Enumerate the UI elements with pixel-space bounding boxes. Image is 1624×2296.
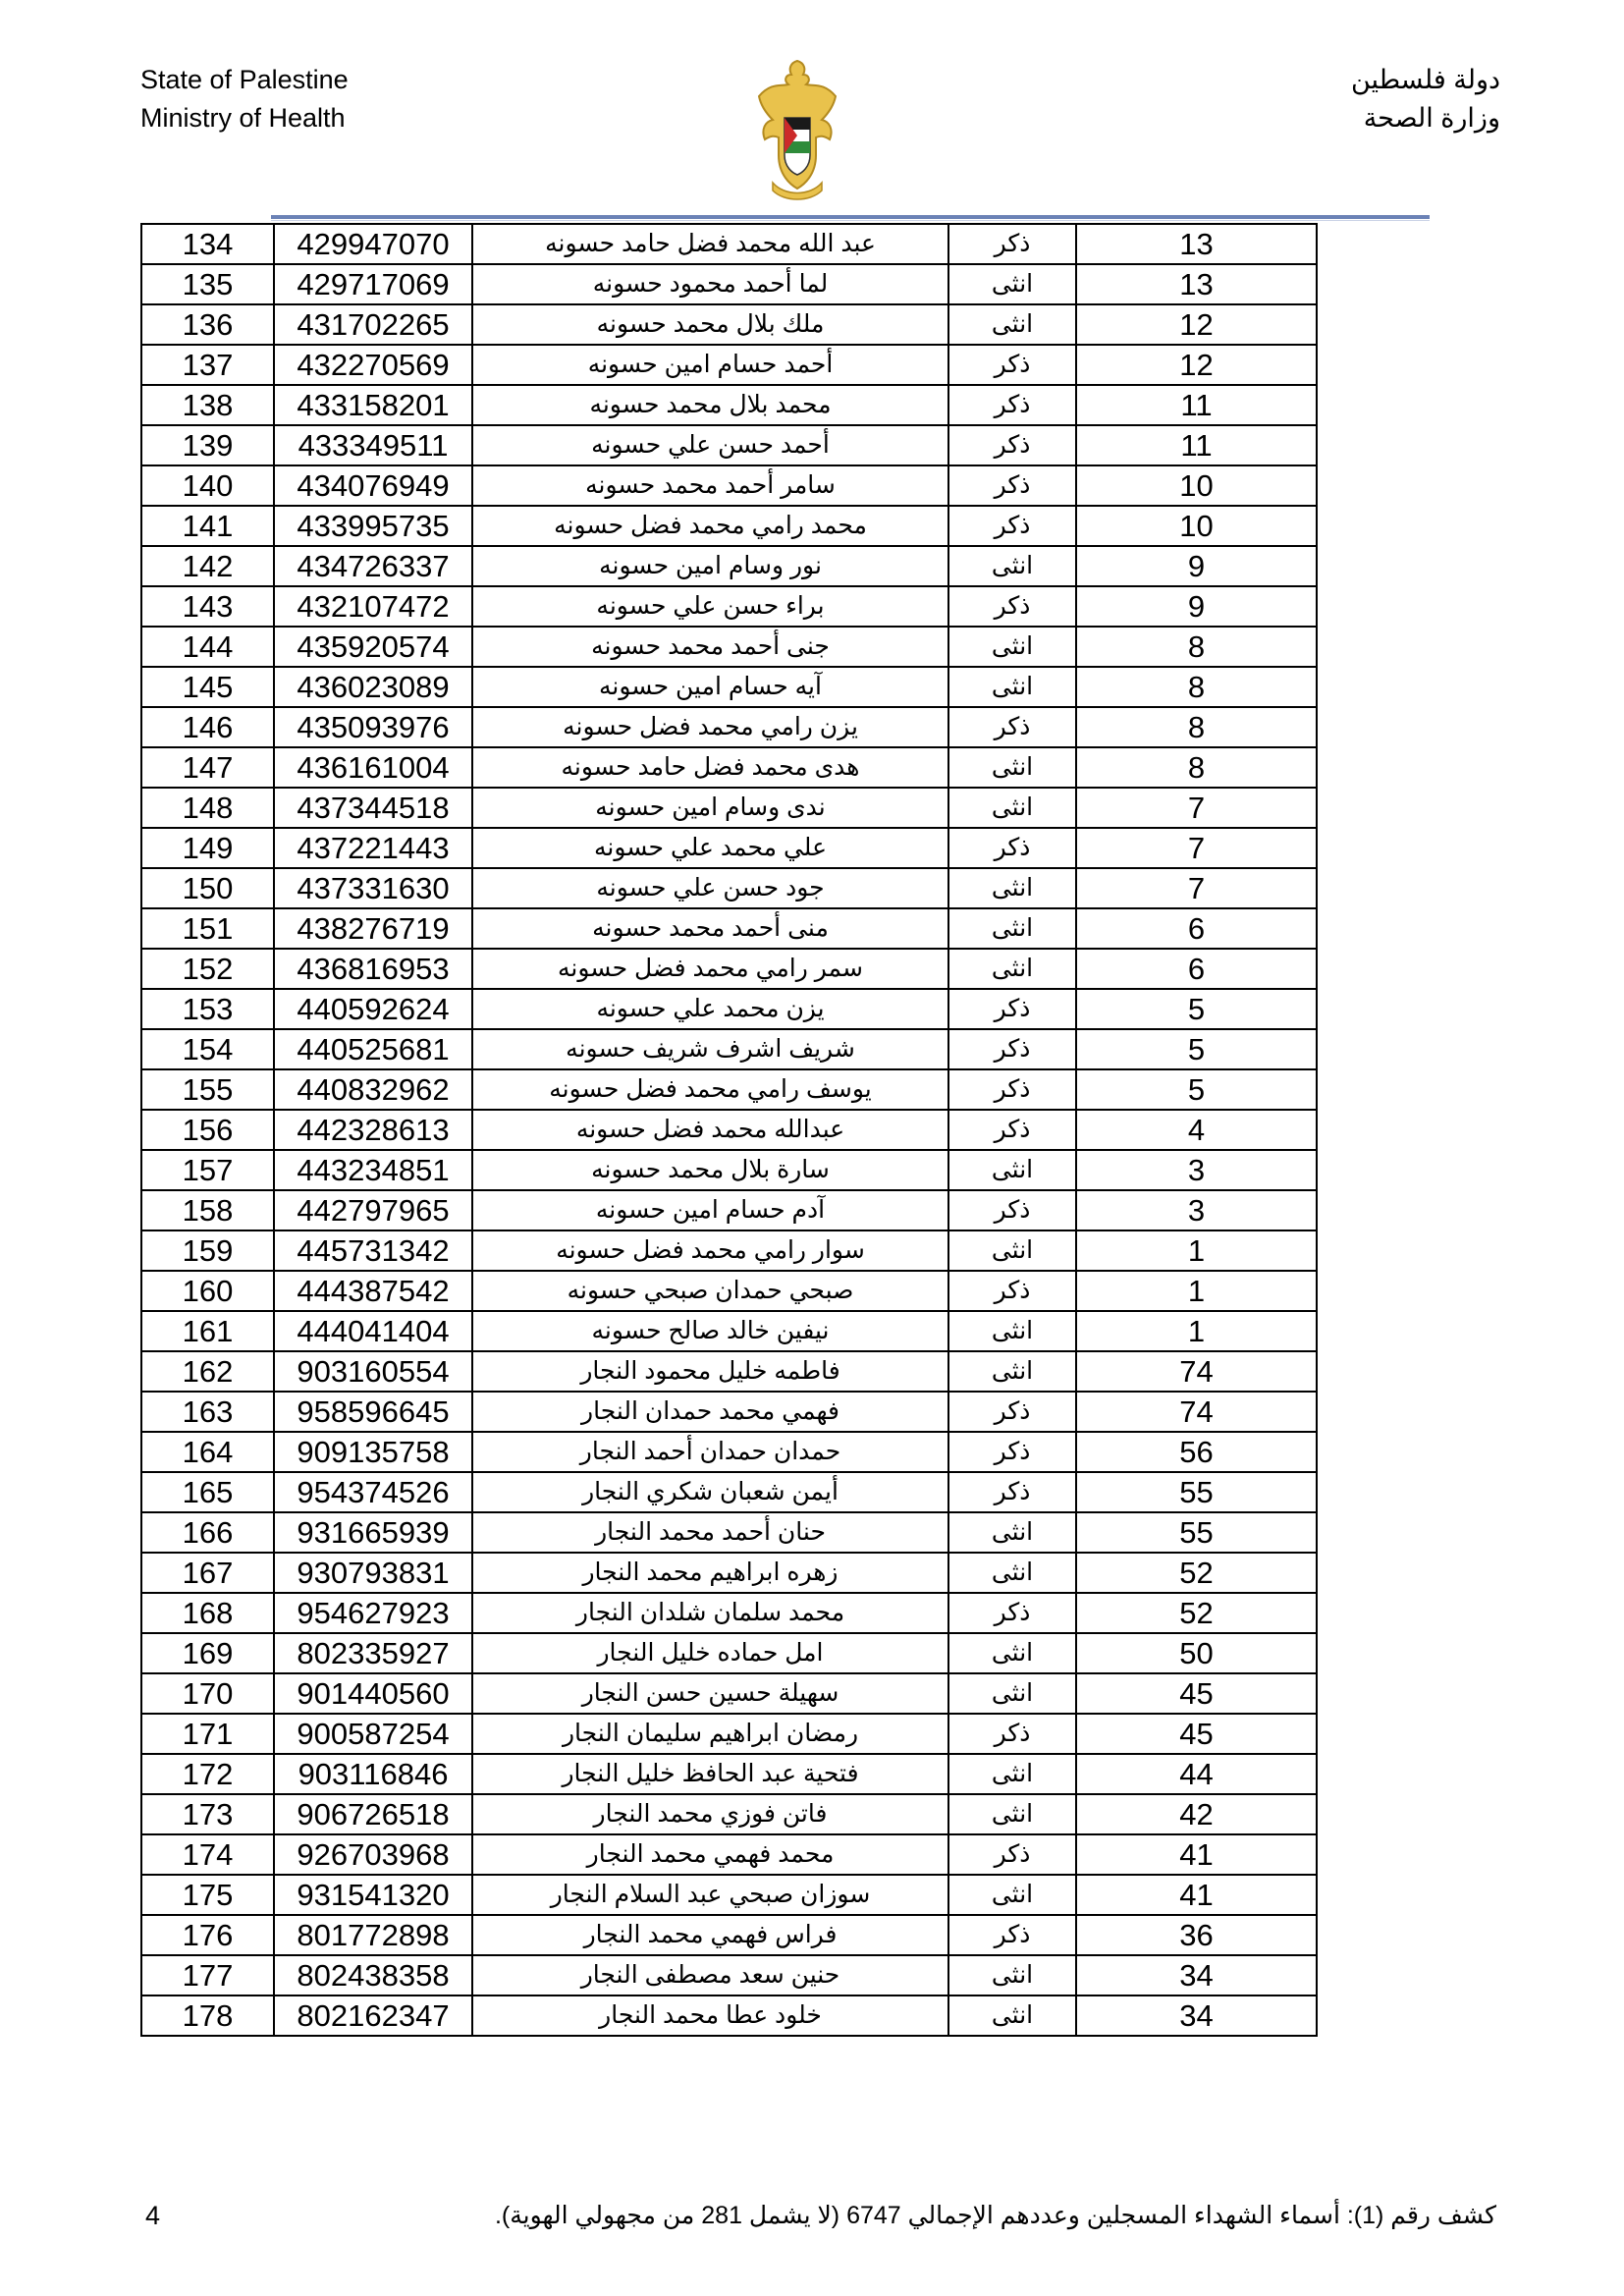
age-cell: 5 [1076, 1069, 1317, 1110]
table-row [141, 627, 1317, 667]
serial-cell: 168 [141, 1593, 274, 1633]
gender-cell: انثى [948, 868, 1076, 908]
age-cell: 36 [1076, 1915, 1317, 1955]
name-cell: سمر رامي محمد فضل حسونه [472, 949, 948, 989]
name-cell: فراس فهمي محمد النجار [472, 1915, 948, 1955]
gender-cell: انثى [948, 788, 1076, 828]
serial-cell: 136 [141, 304, 274, 345]
age-cell: 42 [1076, 1794, 1317, 1834]
serial-cell: 146 [141, 707, 274, 747]
age-cell: 1 [1076, 1311, 1317, 1351]
age-cell: 1 [1076, 1271, 1317, 1311]
table-row [141, 1271, 1317, 1311]
serial-cell: 150 [141, 868, 274, 908]
table-row [141, 828, 1317, 868]
age-cell: 3 [1076, 1190, 1317, 1230]
serial-cell: 155 [141, 1069, 274, 1110]
age-cell: 52 [1076, 1593, 1317, 1633]
name-cell: صبحي حمدان صبحي حسونه [472, 1271, 948, 1311]
table-row [141, 1230, 1317, 1271]
table-row [141, 1915, 1317, 1955]
table-row [141, 264, 1317, 304]
name-cell: حنان أحمد محمد النجار [472, 1512, 948, 1553]
serial-cell: 154 [141, 1029, 274, 1069]
name-cell: أحمد حسام امين حسونه [472, 345, 948, 385]
gender-cell: ذكر [948, 465, 1076, 506]
table-row [141, 1633, 1317, 1673]
gender-cell: ذكر [948, 385, 1076, 425]
id-number-cell: 445731342 [274, 1230, 472, 1271]
id-number-cell: 433158201 [274, 385, 472, 425]
table-row [141, 546, 1317, 586]
table-row [141, 1995, 1317, 2036]
gender-cell: ذكر [948, 224, 1076, 264]
id-number-cell: 429947070 [274, 224, 472, 264]
id-number-cell: 437344518 [274, 788, 472, 828]
gender-cell: ذكر [948, 1915, 1076, 1955]
header-ministry-ar: وزارة الصحة [1363, 103, 1500, 133]
serial-cell: 161 [141, 1311, 274, 1351]
gender-cell: ذكر [948, 989, 1076, 1029]
table-row [141, 989, 1317, 1029]
id-number-cell: 434726337 [274, 546, 472, 586]
age-cell: 10 [1076, 506, 1317, 546]
gender-cell: انثى [948, 908, 1076, 949]
serial-cell: 176 [141, 1915, 274, 1955]
age-cell: 45 [1076, 1714, 1317, 1754]
name-cell: حنين سعد مصطفى النجار [472, 1955, 948, 1995]
age-cell: 50 [1076, 1633, 1317, 1673]
name-cell: يزن رامي محمد فضل حسونه [472, 707, 948, 747]
age-cell: 8 [1076, 707, 1317, 747]
header-right [1351, 61, 1500, 137]
name-cell: عبد الله محمد فضل حامد حسونه [472, 224, 948, 264]
header-state-en: State of Palestine [140, 65, 349, 94]
name-cell: جنى أحمد محمد حسونه [472, 627, 948, 667]
table-row [141, 1432, 1317, 1472]
age-cell: 55 [1076, 1512, 1317, 1553]
id-number-cell: 901440560 [274, 1673, 472, 1714]
table-row [141, 1714, 1317, 1754]
gender-cell: انثى [948, 1553, 1076, 1593]
name-cell: فتحية عبد الحافظ خليل النجار [472, 1754, 948, 1794]
table-row [141, 908, 1317, 949]
gender-cell: ذكر [948, 506, 1076, 546]
name-cell: فاتن فوزي محمد النجار [472, 1794, 948, 1834]
id-number-cell: 432270569 [274, 345, 472, 385]
gender-cell: ذكر [948, 1432, 1076, 1472]
id-number-cell: 431702265 [274, 304, 472, 345]
table-row [141, 586, 1317, 627]
table-row [141, 868, 1317, 908]
id-number-cell: 900587254 [274, 1714, 472, 1754]
id-number-cell: 802438358 [274, 1955, 472, 1995]
header-left [140, 61, 349, 137]
serial-cell: 172 [141, 1754, 274, 1794]
name-cell: عبدالله محمد فضل حسونه [472, 1110, 948, 1150]
gender-cell: انثى [948, 949, 1076, 989]
gender-cell: ذكر [948, 1834, 1076, 1875]
id-number-cell: 434076949 [274, 465, 472, 506]
serial-cell: 178 [141, 1995, 274, 2036]
table-row [141, 425, 1317, 465]
table-row [141, 1351, 1317, 1392]
table-row [141, 1794, 1317, 1834]
gender-cell: ذكر [948, 345, 1076, 385]
serial-cell: 174 [141, 1834, 274, 1875]
serial-cell: 157 [141, 1150, 274, 1190]
id-number-cell: 443234851 [274, 1150, 472, 1190]
serial-cell: 171 [141, 1714, 274, 1754]
name-cell: يوسف رامي محمد فضل حسونه [472, 1069, 948, 1110]
gender-cell: انثى [948, 1311, 1076, 1351]
age-cell: 45 [1076, 1673, 1317, 1714]
table-row [141, 1673, 1317, 1714]
age-cell: 11 [1076, 425, 1317, 465]
id-number-cell: 438276719 [274, 908, 472, 949]
id-number-cell: 931541320 [274, 1875, 472, 1915]
gender-cell: انثى [948, 747, 1076, 788]
table-row [141, 788, 1317, 828]
header-state-ar: دولة فلسطين [1350, 65, 1500, 94]
age-cell: 74 [1076, 1392, 1317, 1432]
name-cell: سهيلة حسين حسن النجار [472, 1673, 948, 1714]
id-number-cell: 435093976 [274, 707, 472, 747]
serial-cell: 173 [141, 1794, 274, 1834]
table-row [141, 1069, 1317, 1110]
age-cell: 5 [1076, 1029, 1317, 1069]
name-cell: سامر أحمد محمد حسونه [472, 465, 948, 506]
age-cell: 41 [1076, 1875, 1317, 1915]
age-cell: 74 [1076, 1351, 1317, 1392]
name-cell: شريف اشرف شريف حسونه [472, 1029, 948, 1069]
gender-cell: انثى [948, 1230, 1076, 1271]
table-row [141, 1593, 1317, 1633]
header-rule [271, 215, 1430, 219]
age-cell: 8 [1076, 627, 1317, 667]
serial-cell: 147 [141, 747, 274, 788]
id-number-cell: 801772898 [274, 1915, 472, 1955]
name-cell: أيمن شعبان شكري النجار [472, 1472, 948, 1512]
table-row [141, 465, 1317, 506]
gender-cell: ذكر [948, 1714, 1076, 1754]
name-cell: آيه حسام امين حسونه [472, 667, 948, 707]
age-cell: 5 [1076, 989, 1317, 1029]
age-cell: 10 [1076, 465, 1317, 506]
gender-cell: انثى [948, 1673, 1076, 1714]
id-number-cell: 930793831 [274, 1553, 472, 1593]
gender-cell: انثى [948, 627, 1076, 667]
serial-cell: 145 [141, 667, 274, 707]
name-cell: محمد بلال محمد حسونه [472, 385, 948, 425]
id-number-cell: 926703968 [274, 1834, 472, 1875]
gender-cell: انثى [948, 1955, 1076, 1995]
gender-cell: انثى [948, 264, 1076, 304]
serial-cell: 141 [141, 506, 274, 546]
gender-cell: ذكر [948, 1472, 1076, 1512]
age-cell: 44 [1076, 1754, 1317, 1794]
serial-cell: 166 [141, 1512, 274, 1553]
serial-cell: 175 [141, 1875, 274, 1915]
name-cell: امل حماده خليل النجار [472, 1633, 948, 1673]
header-ministry-en: Ministry of Health [140, 103, 346, 133]
serial-cell: 158 [141, 1190, 274, 1230]
age-cell: 11 [1076, 385, 1317, 425]
age-cell: 34 [1076, 1955, 1317, 1995]
name-cell: محمد فهمي محمد النجار [472, 1834, 948, 1875]
table-row [141, 949, 1317, 989]
id-number-cell: 954627923 [274, 1593, 472, 1633]
gender-cell: ذكر [948, 828, 1076, 868]
age-cell: 3 [1076, 1150, 1317, 1190]
gender-cell: انثى [948, 1512, 1076, 1553]
id-number-cell: 802162347 [274, 1995, 472, 2036]
age-cell: 56 [1076, 1432, 1317, 1472]
table-row [141, 1311, 1317, 1351]
name-cell: ندى وسام امين حسونه [472, 788, 948, 828]
id-number-cell: 437221443 [274, 828, 472, 868]
age-cell: 52 [1076, 1553, 1317, 1593]
age-cell: 41 [1076, 1834, 1317, 1875]
gender-cell: ذكر [948, 1029, 1076, 1069]
age-cell: 13 [1076, 264, 1317, 304]
age-cell: 12 [1076, 304, 1317, 345]
id-number-cell: 444041404 [274, 1311, 472, 1351]
name-cell: ملك بلال محمد حسونه [472, 304, 948, 345]
name-cell: نيفين خالد صالح حسونه [472, 1311, 948, 1351]
serial-cell: 164 [141, 1432, 274, 1472]
id-number-cell: 440525681 [274, 1029, 472, 1069]
serial-cell: 152 [141, 949, 274, 989]
id-number-cell: 444387542 [274, 1271, 472, 1311]
table-row [141, 1754, 1317, 1794]
name-cell: خلود عطا محمد النجار [472, 1995, 948, 2036]
name-cell: محمد سلمان شلدان النجار [472, 1593, 948, 1633]
id-number-cell: 903160554 [274, 1351, 472, 1392]
table-row [141, 1472, 1317, 1512]
age-cell: 7 [1076, 788, 1317, 828]
serial-cell: 153 [141, 989, 274, 1029]
id-number-cell: 440592624 [274, 989, 472, 1029]
table-row [141, 667, 1317, 707]
id-number-cell: 429717069 [274, 264, 472, 304]
table-row [141, 385, 1317, 425]
serial-cell: 137 [141, 345, 274, 385]
table-row [141, 1834, 1317, 1875]
table-row [141, 1392, 1317, 1432]
serial-cell: 135 [141, 264, 274, 304]
id-number-cell: 433995735 [274, 506, 472, 546]
footer-caption: كشف رقم (1): أسماء الشهداء المسجلين وعددهم الإجمالي 6747 (لا يشمل 281 من مجهولي الهوية). [494, 2202, 1496, 2229]
age-cell: 7 [1076, 828, 1317, 868]
age-cell: 8 [1076, 667, 1317, 707]
age-cell: 8 [1076, 747, 1317, 788]
age-cell: 13 [1076, 224, 1317, 264]
age-cell: 9 [1076, 586, 1317, 627]
age-cell: 4 [1076, 1110, 1317, 1150]
gender-cell: ذكر [948, 1110, 1076, 1150]
serial-cell: 148 [141, 788, 274, 828]
id-number-cell: 802335927 [274, 1633, 472, 1673]
table-row [141, 224, 1317, 264]
name-cell: محمد رامي محمد فضل حسونه [472, 506, 948, 546]
id-number-cell: 436816953 [274, 949, 472, 989]
name-cell: لما أحمد محمود حسونه [472, 264, 948, 304]
age-cell: 9 [1076, 546, 1317, 586]
martyrs-table-body [141, 224, 1317, 2036]
gender-cell: انثى [948, 1150, 1076, 1190]
serial-cell: 159 [141, 1230, 274, 1271]
name-cell: يزن محمد علي حسونه [472, 989, 948, 1029]
gender-cell: ذكر [948, 1392, 1076, 1432]
table-row [141, 1512, 1317, 1553]
serial-cell: 138 [141, 385, 274, 425]
gender-cell: انثى [948, 1633, 1076, 1673]
table-row [141, 506, 1317, 546]
gender-cell: ذكر [948, 1190, 1076, 1230]
name-cell: سوزان صبحي عبد السلام النجار [472, 1875, 948, 1915]
id-number-cell: 432107472 [274, 586, 472, 627]
serial-cell: 177 [141, 1955, 274, 1995]
id-number-cell: 909135758 [274, 1432, 472, 1472]
name-cell: فهمي محمد حمدان النجار [472, 1392, 948, 1432]
serial-cell: 142 [141, 546, 274, 586]
table-row [141, 304, 1317, 345]
name-cell: فاطمه خليل محمود النجار [472, 1351, 948, 1392]
serial-cell: 160 [141, 1271, 274, 1311]
serial-cell: 151 [141, 908, 274, 949]
name-cell: رمضان ابراهيم سليمان النجار [472, 1714, 948, 1754]
table-row [141, 1029, 1317, 1069]
gender-cell: انثى [948, 1351, 1076, 1392]
name-cell: جود حسن علي حسونه [472, 868, 948, 908]
name-cell: سارة بلال محمد حسونه [472, 1150, 948, 1190]
age-cell: 6 [1076, 908, 1317, 949]
name-cell: نور وسام امين حسونه [472, 546, 948, 586]
name-cell: منى أحمد محمد حسونه [472, 908, 948, 949]
id-number-cell: 906726518 [274, 1794, 472, 1834]
serial-cell: 170 [141, 1673, 274, 1714]
gender-cell: ذكر [948, 1069, 1076, 1110]
id-number-cell: 437331630 [274, 868, 472, 908]
serial-cell: 144 [141, 627, 274, 667]
gender-cell: انثى [948, 546, 1076, 586]
age-cell: 7 [1076, 868, 1317, 908]
name-cell: براء حسن علي حسونه [472, 586, 948, 627]
gender-cell: انثى [948, 667, 1076, 707]
name-cell: زهره ابراهيم محمد النجار [472, 1553, 948, 1593]
name-cell: سوار رامي محمد فضل حسونه [472, 1230, 948, 1271]
id-number-cell: 442797965 [274, 1190, 472, 1230]
id-number-cell: 433349511 [274, 425, 472, 465]
gender-cell: ذكر [948, 425, 1076, 465]
table-row [141, 707, 1317, 747]
id-number-cell: 436161004 [274, 747, 472, 788]
id-number-cell: 903116846 [274, 1754, 472, 1794]
serial-cell: 165 [141, 1472, 274, 1512]
gender-cell: انثى [948, 1995, 1076, 2036]
table-row [141, 1150, 1317, 1190]
id-number-cell: 442328613 [274, 1110, 472, 1150]
name-cell: علي محمد علي حسونه [472, 828, 948, 868]
table-row [141, 747, 1317, 788]
serial-cell: 167 [141, 1553, 274, 1593]
table-row [141, 1190, 1317, 1230]
serial-cell: 140 [141, 465, 274, 506]
id-number-cell: 440832962 [274, 1069, 472, 1110]
name-cell: حمدان حمدان أحمد النجار [472, 1432, 948, 1472]
age-cell: 6 [1076, 949, 1317, 989]
palestine-eagle-emblem [751, 57, 844, 204]
serial-cell: 149 [141, 828, 274, 868]
serial-cell: 143 [141, 586, 274, 627]
gender-cell: ذكر [948, 1271, 1076, 1311]
name-cell: هدى محمد فضل حامد حسونه [472, 747, 948, 788]
id-number-cell: 958596645 [274, 1392, 472, 1432]
serial-cell: 163 [141, 1392, 274, 1432]
id-number-cell: 931665939 [274, 1512, 472, 1553]
name-cell: آدم حسام امين حسونه [472, 1190, 948, 1230]
age-cell: 55 [1076, 1472, 1317, 1512]
age-cell: 12 [1076, 345, 1317, 385]
table-row [141, 1553, 1317, 1593]
martyrs-table [140, 223, 1318, 2037]
gender-cell: انثى [948, 1875, 1076, 1915]
serial-cell: 162 [141, 1351, 274, 1392]
serial-cell: 169 [141, 1633, 274, 1673]
table-row [141, 1875, 1317, 1915]
table-row [141, 1110, 1317, 1150]
id-number-cell: 435920574 [274, 627, 472, 667]
header-rule-shadow [271, 220, 1430, 221]
gender-cell: ذكر [948, 586, 1076, 627]
serial-cell: 134 [141, 224, 274, 264]
page-number: 4 [145, 2201, 161, 2230]
serial-cell: 139 [141, 425, 274, 465]
name-cell: أحمد حسن علي حسونه [472, 425, 948, 465]
id-number-cell: 954374526 [274, 1472, 472, 1512]
age-cell: 1 [1076, 1230, 1317, 1271]
age-cell: 34 [1076, 1995, 1317, 2036]
gender-cell: انثى [948, 1754, 1076, 1794]
table-row [141, 345, 1317, 385]
id-number-cell: 436023089 [274, 667, 472, 707]
table-row [141, 1955, 1317, 1995]
serial-cell: 156 [141, 1110, 274, 1150]
gender-cell: ذكر [948, 707, 1076, 747]
gender-cell: ذكر [948, 1593, 1076, 1633]
gender-cell: انثى [948, 304, 1076, 345]
gender-cell: انثى [948, 1794, 1076, 1834]
